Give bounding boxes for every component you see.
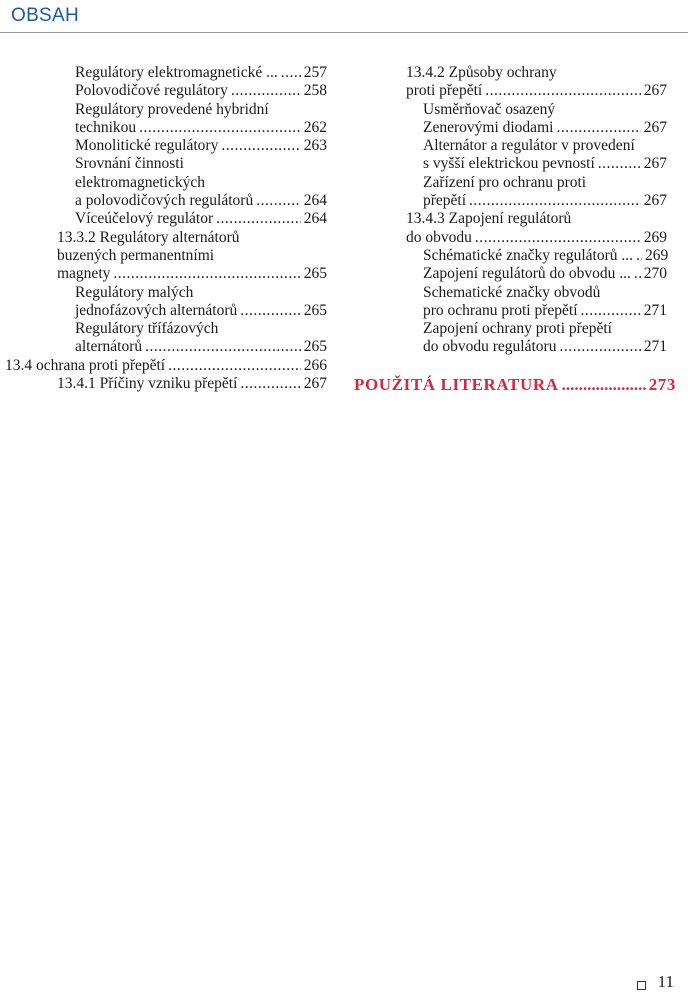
toc-entry-page: 271 bbox=[643, 301, 667, 319]
toc-entry-text: elektromagnetických bbox=[75, 173, 205, 191]
page-number: 11 bbox=[657, 972, 674, 991]
literature-label: POUŽITÁ LITERATURA bbox=[354, 375, 559, 394]
dot-leader bbox=[168, 357, 301, 375]
toc-entry-text: alternátorů bbox=[75, 338, 143, 356]
toc-entry-text: Zenerovými diodami bbox=[423, 118, 554, 136]
toc-entry-text: Regulátory třífázových bbox=[75, 320, 219, 338]
dot-leader bbox=[139, 119, 301, 137]
toc-entry-text: Zapojení ochrany proti přepětí bbox=[423, 320, 612, 338]
toc-entry-page: 270 bbox=[643, 265, 667, 283]
toc-entry-text: 13.4.3 Zapojení regulátorů bbox=[406, 210, 572, 228]
toc-entry-page: 269 bbox=[645, 246, 669, 264]
dot-leader bbox=[240, 302, 301, 320]
toc-entry-page: 267 bbox=[643, 82, 667, 100]
toc-entry-page: 263 bbox=[303, 137, 327, 155]
toc-entry-text: Regulátory malých bbox=[75, 283, 194, 301]
toc-entry[interactable] bbox=[0, 357, 335, 375]
toc-entry-text: buzených permanentními bbox=[57, 246, 215, 264]
dot-leader bbox=[113, 265, 300, 283]
dot-leader bbox=[556, 119, 640, 137]
toc-entry-text: 13.4.1 Příčiny vzniku přepětí bbox=[57, 375, 238, 393]
page-footer bbox=[637, 972, 674, 992]
toc-entry-text: Zařízení pro ochranu proti bbox=[423, 173, 587, 191]
toc-entry-page: 265 bbox=[303, 301, 327, 319]
toc-entry-page: 262 bbox=[303, 118, 327, 136]
toc-entry[interactable] bbox=[0, 64, 335, 82]
toc-entry[interactable] bbox=[344, 247, 679, 265]
toc-entry-page: 266 bbox=[303, 356, 327, 374]
toc-entry-page: 267 bbox=[303, 375, 327, 393]
toc-entry-text: 13.4.2 Způsoby ochrany bbox=[406, 64, 557, 81]
toc-entry[interactable] bbox=[344, 265, 679, 283]
toc-entry-page: 267 bbox=[643, 118, 667, 136]
toc-entry-text: 13.4 ochrana proti přepětí bbox=[5, 356, 166, 374]
toc-entry[interactable] bbox=[344, 101, 679, 138]
toc-entry-text: Polovodičové regulátory bbox=[75, 82, 228, 100]
toc-entry-text: Zapojení regulátorů do obvodu ... bbox=[423, 265, 631, 283]
toc-entry-text: Schematické značky obvodů bbox=[423, 283, 601, 301]
toc-entry-text: pro ochranu proti přepětí bbox=[423, 301, 578, 319]
toc-entry-text: Regulátory elektromagnetické ... bbox=[75, 64, 278, 81]
toc-entry-page: 257 bbox=[303, 64, 327, 81]
toc-entry-text: Usměrňovač osazený bbox=[423, 100, 556, 118]
toc-entry-literature[interactable] bbox=[354, 375, 676, 395]
toc-entry-text: do obvodu bbox=[406, 228, 472, 246]
toc-entry-text: Alternátor a regulátor v provedení bbox=[423, 137, 635, 155]
dot-leader bbox=[469, 192, 641, 210]
dot-leader bbox=[256, 192, 301, 210]
toc-entry[interactable] bbox=[0, 284, 335, 321]
toc-entry-page: 264 bbox=[303, 192, 327, 210]
toc-entry-text: Víceúčelový regulátor bbox=[75, 210, 214, 228]
page-header bbox=[0, 0, 688, 33]
dot-leader bbox=[634, 265, 641, 283]
toc-entry[interactable] bbox=[344, 137, 679, 174]
toc-entry[interactable] bbox=[0, 375, 335, 393]
toc-entry-page: 269 bbox=[643, 228, 667, 246]
toc-entry-text: přepětí bbox=[423, 192, 467, 210]
toc-entry[interactable] bbox=[0, 82, 335, 100]
toc-entry-text: 13.3.2 Regulátory alternátorů bbox=[57, 228, 240, 246]
toc-entry[interactable] bbox=[344, 210, 679, 247]
dot-leader bbox=[240, 375, 300, 393]
toc-entry-text: Schématické značky regulátorů ... bbox=[423, 246, 634, 264]
literature-page: 273 bbox=[648, 375, 676, 394]
toc-entry-page: 271 bbox=[643, 338, 667, 356]
toc-entry-text: jednofázových alternátorů bbox=[75, 301, 238, 319]
toc-column-left bbox=[0, 64, 335, 393]
toc-entry-text: technikou bbox=[75, 118, 137, 136]
toc-entry[interactable] bbox=[344, 64, 679, 101]
toc-entry-page: 267 bbox=[643, 192, 667, 210]
toc-entry[interactable] bbox=[0, 137, 335, 155]
toc-entry-page: 267 bbox=[643, 155, 667, 173]
dot-leader bbox=[145, 338, 301, 356]
toc-entry-page: 265 bbox=[303, 265, 327, 283]
toc-entry[interactable] bbox=[344, 320, 679, 357]
dot-leader bbox=[598, 155, 641, 173]
toc-entry[interactable] bbox=[0, 155, 335, 210]
toc-entry-text: magnety bbox=[57, 265, 111, 283]
dot-leader bbox=[216, 210, 301, 228]
toc-entry-page: 258 bbox=[303, 82, 327, 100]
dot-leader bbox=[559, 338, 640, 356]
toc-entry-text: a polovodičových regulátorů bbox=[75, 192, 254, 210]
dot-leader bbox=[281, 64, 301, 82]
toc-entry[interactable] bbox=[0, 210, 335, 228]
toc-entry[interactable] bbox=[0, 229, 335, 284]
toc-entry-text: do obvodu regulátoru bbox=[423, 338, 557, 356]
dot-leader bbox=[581, 302, 641, 320]
dot-leader bbox=[231, 82, 301, 100]
toc-entry[interactable] bbox=[0, 101, 335, 138]
toc-entry[interactable] bbox=[344, 174, 679, 211]
toc-entry-text: s vyšší elektrickou pevností bbox=[423, 155, 595, 173]
toc-entry-page: 264 bbox=[303, 210, 327, 228]
dot-leader bbox=[485, 82, 641, 100]
toc-entry[interactable] bbox=[0, 320, 335, 357]
toc-entry-text: Monolitické regulátory bbox=[75, 137, 219, 155]
dot-leader bbox=[562, 375, 646, 395]
dot-leader bbox=[636, 247, 642, 265]
toc-entry[interactable] bbox=[344, 284, 679, 321]
header-title: OBSAH bbox=[11, 5, 80, 26]
toc-entry-text: Regulátory provedené hybridní bbox=[75, 100, 269, 118]
toc-column-right bbox=[344, 64, 679, 357]
square-bullet-icon bbox=[637, 981, 646, 990]
toc-entry-page: 265 bbox=[303, 338, 327, 356]
toc-entry-text: proti přepětí bbox=[406, 82, 483, 100]
toc-entry-text: Srovnání činnosti bbox=[75, 155, 184, 173]
dot-leader bbox=[221, 137, 300, 155]
dot-leader bbox=[475, 229, 641, 247]
